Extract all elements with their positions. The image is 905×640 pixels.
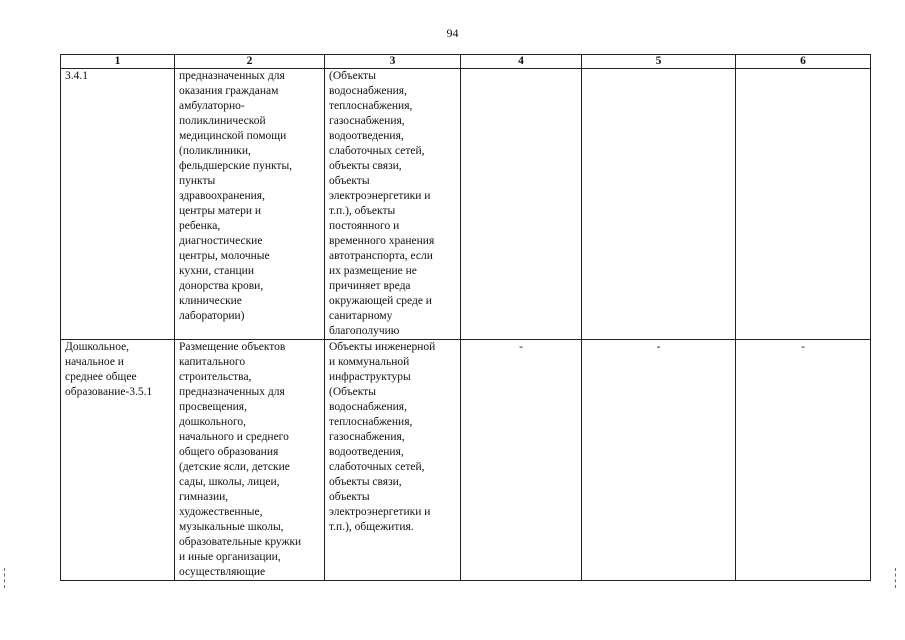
cell-text-line: газоснабжения, <box>329 115 405 127</box>
cell-text-line: предназначенных для <box>179 386 285 398</box>
cell-text-line: 3.4.1 <box>65 70 88 82</box>
cell-text-line: благополучию <box>329 325 400 337</box>
cell-text-line: общего образования <box>179 446 279 458</box>
cell-text-line: Объекты инженерной <box>329 341 436 353</box>
cell-text-line: Дошкольное, <box>65 341 130 353</box>
cell-col5 <box>582 69 736 340</box>
cell-text-line: водоснабжения, <box>329 401 407 413</box>
cell-text-line: (поликлиники, <box>179 145 251 157</box>
cell-text-line: просвещения, <box>179 401 247 413</box>
cell-text-line: фельдшерские пункты, <box>179 160 293 172</box>
cell-text-line: образование-3.5.1 <box>65 386 153 398</box>
cell-text-line: электроэнергетики и <box>329 190 431 202</box>
column-header-3: 3 <box>325 55 461 69</box>
cell-text-line: образовательные кружки <box>179 536 302 548</box>
table-row <box>61 69 871 340</box>
cell-text-line: слаботочных сетей, <box>329 461 425 473</box>
left-scan-mark <box>4 568 7 588</box>
cell-text-line: автотранспорта, если <box>329 250 433 262</box>
cell-text-line: инфраструктуры <box>329 371 411 383</box>
cell-text-line: теплоснабжения, <box>329 416 413 428</box>
cell-text-line: причиняет вреда <box>329 280 411 292</box>
cell-text-line: предназначенных для <box>179 70 285 82</box>
table-header-row <box>61 55 871 69</box>
cell-text-line: клинические <box>179 295 242 307</box>
cell-text-line: пункты <box>179 175 216 187</box>
cell-text-line: музыкальные школы, <box>179 521 284 533</box>
cell-text-line: поликлинической <box>179 115 266 127</box>
table-row <box>61 340 871 581</box>
cell-text-line: центры, молочные <box>179 250 270 262</box>
cell-col4 <box>461 69 582 340</box>
cell-description <box>175 69 325 340</box>
cell-text-line: оказания гражданам <box>179 85 279 97</box>
cell-text-line: кухни, станции <box>179 265 254 277</box>
column-header-6: 6 <box>736 55 871 69</box>
cell-text-line: осуществляющие <box>179 566 266 578</box>
cell-text-line: постоянного и <box>329 220 400 232</box>
page-number: 94 <box>446 26 459 40</box>
document-table <box>60 54 871 581</box>
cell-text-line: медицинской помощи <box>179 130 287 142</box>
cell-text-line: художественные, <box>179 506 263 518</box>
cell-text-line: донорства крови, <box>179 280 264 292</box>
column-header-5: 5 <box>582 55 736 69</box>
cell-text-line: дошкольного, <box>179 416 247 428</box>
cell-code <box>61 340 175 581</box>
cell-text-line: водоотведения, <box>329 446 404 458</box>
cell-text-line: Размещение объектов <box>179 341 286 353</box>
column-header-1: 1 <box>61 55 175 69</box>
column-header-4: 4 <box>461 55 582 69</box>
cell-text-line: диагностические <box>179 235 263 247</box>
cell-text-line: и иные организации, <box>179 551 281 563</box>
cell-text-line: газоснабжения, <box>329 431 405 443</box>
cell-col6 <box>736 69 871 340</box>
cell-text-line: гимназии, <box>179 491 229 503</box>
right-scan-mark <box>895 568 898 588</box>
cell-text-line: водоотведения, <box>329 130 404 142</box>
cell-text-line: (Объекты <box>329 386 376 398</box>
cell-text-line: объекты связи, <box>329 160 402 172</box>
cell-text-line: их размещение не <box>329 265 417 277</box>
cell-text-line: (Объекты <box>329 70 376 82</box>
cell-text-line: окружающей среде и <box>329 295 432 307</box>
cell-text-line: временного хранения <box>329 235 435 247</box>
cell-text-line: электроэнергетики и <box>329 506 431 518</box>
cell-text-line: санитарному <box>329 310 393 322</box>
cell-col5: - <box>582 340 736 581</box>
cell-text-line: объекты связи, <box>329 476 402 488</box>
cell-auxiliary-use <box>325 69 461 340</box>
cell-text-line: среднее общее <box>65 371 137 383</box>
cell-description <box>175 340 325 581</box>
cell-text-line: сады, школы, лицеи, <box>179 476 280 488</box>
cell-text-line: (детские ясли, детские <box>179 461 290 473</box>
cell-text-line: и коммунальной <box>329 356 410 368</box>
cell-text-line: т.п.), общежития. <box>329 521 414 533</box>
cell-text-line: ребенка, <box>179 220 221 232</box>
cell-text-line: теплоснабжения, <box>329 100 413 112</box>
cell-text-line: строительства, <box>179 371 252 383</box>
cell-code <box>61 69 175 340</box>
cell-text-line: слаботочных сетей, <box>329 145 425 157</box>
cell-text-line: начальное и <box>65 356 124 368</box>
cell-text-line: т.п.), объекты <box>329 205 396 217</box>
cell-text-line: амбулаторно- <box>179 100 245 112</box>
cell-text-line: центры матери и <box>179 205 261 217</box>
cell-text-line: объекты <box>329 175 370 187</box>
cell-text-line: начального и среднего <box>179 431 289 443</box>
cell-text-line: капитального <box>179 356 246 368</box>
cell-text-line: лаборатории) <box>179 310 245 322</box>
cell-text-line: здравоохранения, <box>179 190 265 202</box>
cell-col4: - <box>461 340 582 581</box>
column-header-2: 2 <box>175 55 325 69</box>
cell-auxiliary-use <box>325 340 461 581</box>
cell-col6: - <box>736 340 871 581</box>
cell-text-line: водоснабжения, <box>329 85 407 97</box>
cell-text-line: объекты <box>329 491 370 503</box>
